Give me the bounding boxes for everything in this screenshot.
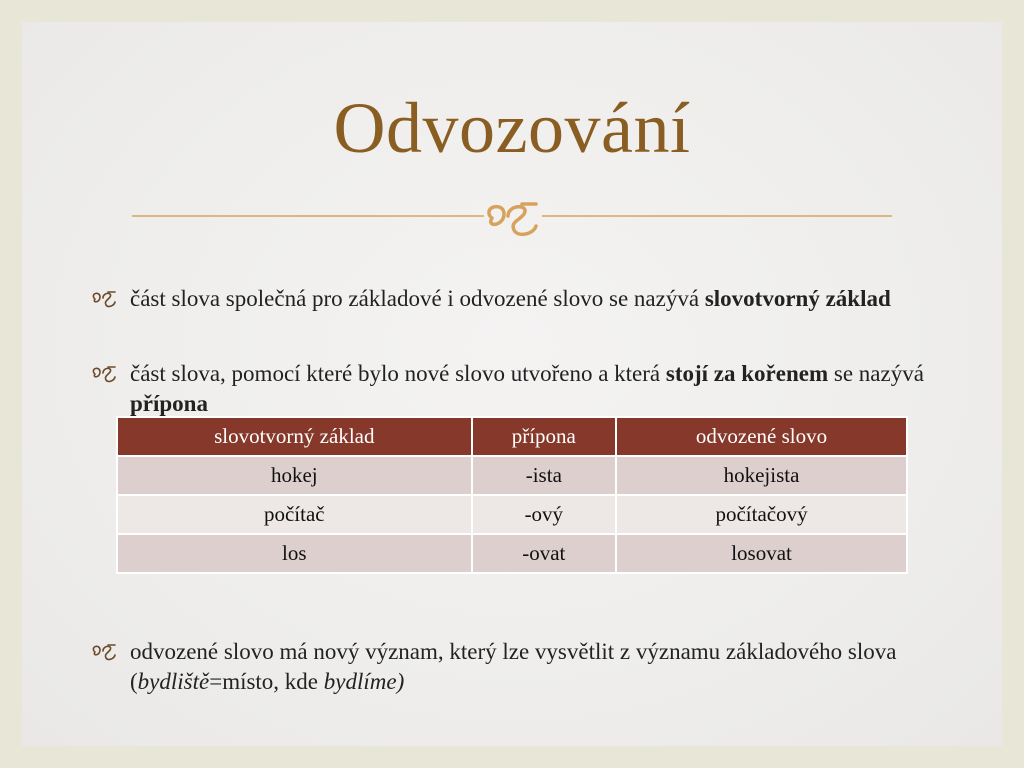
bullet-bold: slovotvorný základ <box>704 286 891 311</box>
table-cell: -ový <box>472 495 616 534</box>
table-header-row <box>117 417 907 456</box>
table-cell: hokejista <box>616 456 907 495</box>
table-cell: hokej <box>117 456 472 495</box>
bullet-pripona <box>88 359 928 419</box>
flourish-bullet-icon <box>88 641 118 661</box>
table-row <box>117 495 907 534</box>
bullet-text: odvozené slovo má nový význam, který lze vysvětlit z významu základového slova ( <box>130 639 897 694</box>
title-divider <box>132 200 892 240</box>
header-cell: slovotvorný základ <box>117 417 472 456</box>
header-cell: přípona <box>472 417 616 456</box>
table-cell: losovat <box>616 534 907 573</box>
table-cell: počítač <box>117 495 472 534</box>
slide <box>22 22 1002 746</box>
flourish-bullet-icon <box>88 288 118 308</box>
bullet-text: =místo, kde <box>209 669 324 694</box>
bullet-italic: bydlíme) <box>323 669 405 694</box>
bullet-bold: stojí za kořenem <box>665 361 829 386</box>
derivation-table <box>116 416 908 574</box>
flourish-icon <box>489 204 536 234</box>
bullet-text: část slova, pomocí které bylo nové slovo utvořeno a která <box>130 361 666 386</box>
bullet-text: část slova společná pro základové i odvozené slovo se nazývá <box>130 286 705 311</box>
table-cell: -ista <box>472 456 616 495</box>
bullet-bold: přípona <box>130 391 208 416</box>
table-cell: -ovat <box>472 534 616 573</box>
table-row <box>117 534 907 573</box>
bullet-italic: bydliště <box>137 669 210 694</box>
bullet-slovotvorny-zaklad <box>88 284 928 314</box>
flourish-bullet-icon <box>88 363 118 383</box>
table-row <box>117 456 907 495</box>
bullet-vyznam <box>88 637 928 697</box>
table-cell: počítačový <box>616 495 907 534</box>
bullet-text: se nazývá <box>828 361 924 386</box>
slide-title: Odvozování <box>333 88 691 168</box>
header-cell: odvozené slovo <box>616 417 907 456</box>
table-cell: los <box>117 534 472 573</box>
